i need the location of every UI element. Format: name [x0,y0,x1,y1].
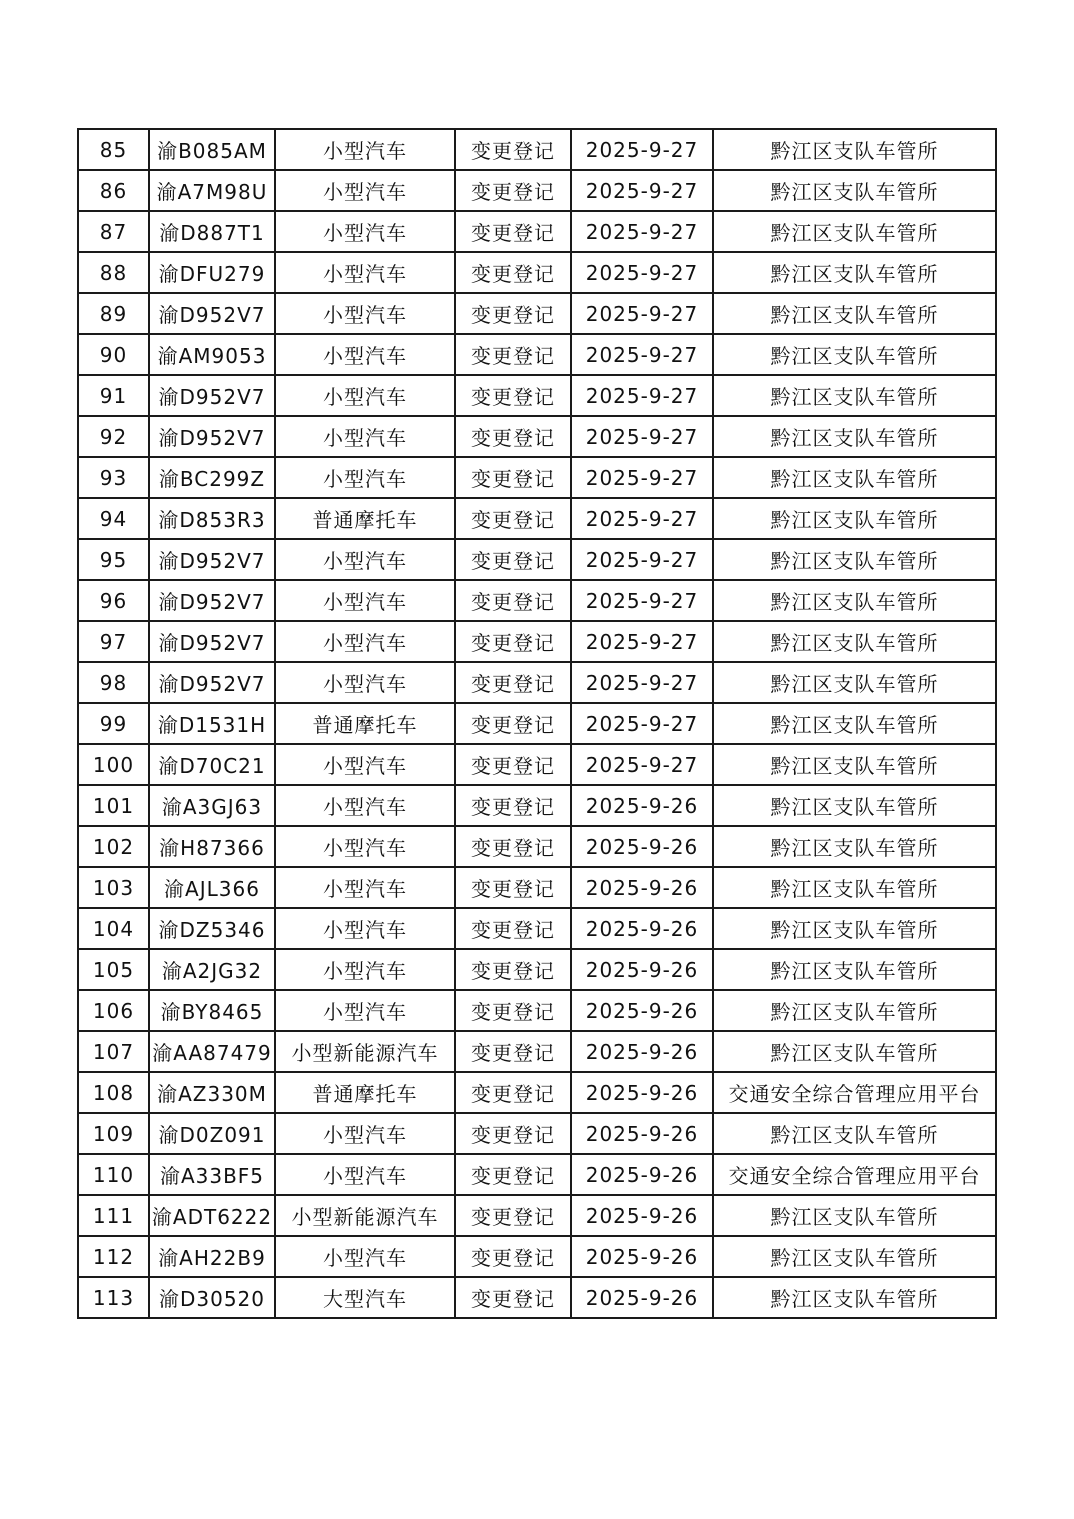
business-type-cell: 变更登记 [455,785,571,826]
date-cell: 2025-9-26 [571,1195,713,1236]
plate-number-cell: 渝D952V7 [149,293,275,334]
department-cell: 黔江区支队车管所 [713,498,996,539]
plate-number-cell: 渝A3GJ63 [149,785,275,826]
row-number-cell: 93 [78,457,149,498]
department-cell: 黔江区支队车管所 [713,785,996,826]
date-cell: 2025-9-26 [571,908,713,949]
plate-number-cell: 渝D0Z091 [149,1113,275,1154]
business-type-cell: 变更登记 [455,211,571,252]
business-type-cell: 变更登记 [455,416,571,457]
table-row [78,662,996,703]
row-number-cell: 109 [78,1113,149,1154]
table-row [78,990,996,1031]
business-type-cell: 变更登记 [455,580,571,621]
department-cell: 黔江区支队车管所 [713,129,996,170]
row-number-cell: 102 [78,826,149,867]
table-row [78,703,996,744]
date-cell: 2025-9-27 [571,334,713,375]
business-type-cell: 变更登记 [455,170,571,211]
business-type-cell: 变更登记 [455,867,571,908]
plate-number-cell: 渝A7M98U [149,170,275,211]
plate-number-cell: 渝D853R3 [149,498,275,539]
date-cell: 2025-9-26 [571,785,713,826]
vehicle-type-cell: 小型汽车 [275,662,455,703]
business-type-cell: 变更登记 [455,662,571,703]
business-type-cell: 变更登记 [455,1154,571,1195]
department-cell: 黔江区支队车管所 [713,252,996,293]
vehicle-type-cell: 小型新能源汽车 [275,1195,455,1236]
table-row [78,539,996,580]
date-cell: 2025-9-27 [571,457,713,498]
department-cell: 黔江区支队车管所 [713,621,996,662]
plate-number-cell: 渝AZ330M [149,1072,275,1113]
vehicle-type-cell: 小型汽车 [275,170,455,211]
vehicle-type-cell: 小型汽车 [275,375,455,416]
plate-number-cell: 渝H87366 [149,826,275,867]
vehicle-type-cell: 小型汽车 [275,621,455,662]
table-body [78,129,996,1318]
plate-number-cell: 渝D952V7 [149,621,275,662]
row-number-cell: 99 [78,703,149,744]
vehicle-type-cell: 小型汽车 [275,990,455,1031]
date-cell: 2025-9-26 [571,1236,713,1277]
row-number-cell: 92 [78,416,149,457]
row-number-cell: 97 [78,621,149,662]
plate-number-cell: 渝D1531H [149,703,275,744]
table-row [78,1031,996,1072]
vehicle-type-cell: 小型汽车 [275,580,455,621]
row-number-cell: 91 [78,375,149,416]
row-number-cell: 108 [78,1072,149,1113]
date-cell: 2025-9-27 [571,170,713,211]
table-row [78,1195,996,1236]
vehicle-type-cell: 小型汽车 [275,1154,455,1195]
department-cell: 黔江区支队车管所 [713,457,996,498]
table-row [78,211,996,252]
vehicle-type-cell: 小型汽车 [275,129,455,170]
row-number-cell: 110 [78,1154,149,1195]
department-cell: 黔江区支队车管所 [713,1277,996,1318]
table-row [78,293,996,334]
date-cell: 2025-9-26 [571,826,713,867]
table-row [78,498,996,539]
row-number-cell: 94 [78,498,149,539]
vehicle-type-cell: 小型汽车 [275,252,455,293]
vehicle-type-cell: 小型汽车 [275,539,455,580]
vehicle-type-cell: 小型新能源汽车 [275,1031,455,1072]
plate-number-cell: 渝AA87479 [149,1031,275,1072]
date-cell: 2025-9-27 [571,211,713,252]
table-row [78,580,996,621]
business-type-cell: 变更登记 [455,375,571,416]
table-row [78,129,996,170]
business-type-cell: 变更登记 [455,949,571,990]
date-cell: 2025-9-26 [571,1072,713,1113]
registration-table [77,128,997,1319]
plate-number-cell: 渝ADT6222 [149,1195,275,1236]
business-type-cell: 变更登记 [455,457,571,498]
plate-number-cell: 渝A33BF5 [149,1154,275,1195]
row-number-cell: 107 [78,1031,149,1072]
date-cell: 2025-9-27 [571,703,713,744]
business-type-cell: 变更登记 [455,1113,571,1154]
row-number-cell: 111 [78,1195,149,1236]
date-cell: 2025-9-26 [571,1277,713,1318]
department-cell: 黔江区支队车管所 [713,826,996,867]
department-cell: 黔江区支队车管所 [713,1113,996,1154]
table-row [78,457,996,498]
row-number-cell: 95 [78,539,149,580]
vehicle-type-cell: 大型汽车 [275,1277,455,1318]
table-row [78,170,996,211]
date-cell: 2025-9-27 [571,375,713,416]
row-number-cell: 112 [78,1236,149,1277]
row-number-cell: 105 [78,949,149,990]
vehicle-type-cell: 小型汽车 [275,457,455,498]
department-cell: 黔江区支队车管所 [713,211,996,252]
department-cell: 黔江区支队车管所 [713,867,996,908]
plate-number-cell: 渝BC299Z [149,457,275,498]
business-type-cell: 变更登记 [455,1277,571,1318]
row-number-cell: 101 [78,785,149,826]
business-type-cell: 变更登记 [455,252,571,293]
vehicle-type-cell: 小型汽车 [275,867,455,908]
table-row [78,785,996,826]
date-cell: 2025-9-27 [571,293,713,334]
date-cell: 2025-9-27 [571,744,713,785]
row-number-cell: 100 [78,744,149,785]
row-number-cell: 98 [78,662,149,703]
vehicle-type-cell: 小型汽车 [275,785,455,826]
plate-number-cell: 渝D952V7 [149,580,275,621]
date-cell: 2025-9-26 [571,1113,713,1154]
department-cell: 黔江区支队车管所 [713,1031,996,1072]
table-row [78,1277,996,1318]
table-row [78,908,996,949]
table-row [78,949,996,990]
row-number-cell: 103 [78,867,149,908]
vehicle-type-cell: 小型汽车 [275,744,455,785]
table-row [78,252,996,293]
row-number-cell: 104 [78,908,149,949]
table-row [78,744,996,785]
department-cell: 黔江区支队车管所 [713,416,996,457]
plate-number-cell: 渝AM9053 [149,334,275,375]
business-type-cell: 变更登记 [455,703,571,744]
table-row [78,826,996,867]
plate-number-cell: 渝D952V7 [149,375,275,416]
plate-number-cell: 渝BY8465 [149,990,275,1031]
vehicle-type-cell: 小型汽车 [275,334,455,375]
vehicle-type-cell: 普通摩托车 [275,1072,455,1113]
date-cell: 2025-9-27 [571,580,713,621]
date-cell: 2025-9-26 [571,1154,713,1195]
date-cell: 2025-9-26 [571,867,713,908]
plate-number-cell: 渝D952V7 [149,416,275,457]
business-type-cell: 变更登记 [455,539,571,580]
table-row [78,621,996,662]
plate-number-cell: 渝B085AM [149,129,275,170]
business-type-cell: 变更登记 [455,1031,571,1072]
department-cell: 交通安全综合管理应用平台 [713,1154,996,1195]
business-type-cell: 变更登记 [455,334,571,375]
date-cell: 2025-9-27 [571,621,713,662]
vehicle-type-cell: 小型汽车 [275,1113,455,1154]
vehicle-type-cell: 小型汽车 [275,1236,455,1277]
date-cell: 2025-9-27 [571,252,713,293]
department-cell: 交通安全综合管理应用平台 [713,1072,996,1113]
row-number-cell: 85 [78,129,149,170]
table-row [78,1072,996,1113]
row-number-cell: 87 [78,211,149,252]
plate-number-cell: 渝AH22B9 [149,1236,275,1277]
business-type-cell: 变更登记 [455,1072,571,1113]
business-type-cell: 变更登记 [455,826,571,867]
business-type-cell: 变更登记 [455,621,571,662]
business-type-cell: 变更登记 [455,1236,571,1277]
date-cell: 2025-9-26 [571,1031,713,1072]
business-type-cell: 变更登记 [455,1195,571,1236]
table-row [78,334,996,375]
row-number-cell: 89 [78,293,149,334]
department-cell: 黔江区支队车管所 [713,580,996,621]
table-row [78,1113,996,1154]
vehicle-type-cell: 普通摩托车 [275,498,455,539]
business-type-cell: 变更登记 [455,908,571,949]
table-row [78,416,996,457]
vehicle-type-cell: 小型汽车 [275,949,455,990]
date-cell: 2025-9-27 [571,498,713,539]
business-type-cell: 变更登记 [455,293,571,334]
date-cell: 2025-9-27 [571,129,713,170]
department-cell: 黔江区支队车管所 [713,990,996,1031]
table-row [78,1154,996,1195]
plate-number-cell: 渝DZ5346 [149,908,275,949]
vehicle-type-cell: 小型汽车 [275,211,455,252]
department-cell: 黔江区支队车管所 [713,1195,996,1236]
plate-number-cell: 渝D30520 [149,1277,275,1318]
date-cell: 2025-9-26 [571,949,713,990]
business-type-cell: 变更登记 [455,498,571,539]
row-number-cell: 90 [78,334,149,375]
date-cell: 2025-9-27 [571,539,713,580]
department-cell: 黔江区支队车管所 [713,375,996,416]
table-row [78,375,996,416]
business-type-cell: 变更登记 [455,990,571,1031]
vehicle-type-cell: 小型汽车 [275,908,455,949]
plate-number-cell: 渝D70C21 [149,744,275,785]
date-cell: 2025-9-27 [571,416,713,457]
row-number-cell: 86 [78,170,149,211]
department-cell: 黔江区支队车管所 [713,293,996,334]
department-cell: 黔江区支队车管所 [713,662,996,703]
date-cell: 2025-9-27 [571,662,713,703]
plate-number-cell: 渝AJL366 [149,867,275,908]
department-cell: 黔江区支队车管所 [713,170,996,211]
row-number-cell: 88 [78,252,149,293]
row-number-cell: 113 [78,1277,149,1318]
business-type-cell: 变更登记 [455,129,571,170]
plate-number-cell: 渝A2JG32 [149,949,275,990]
table-row [78,867,996,908]
plate-number-cell: 渝D887T1 [149,211,275,252]
department-cell: 黔江区支队车管所 [713,703,996,744]
vehicle-type-cell: 小型汽车 [275,826,455,867]
department-cell: 黔江区支队车管所 [713,334,996,375]
business-type-cell: 变更登记 [455,744,571,785]
plate-number-cell: 渝DFU279 [149,252,275,293]
vehicle-type-cell: 小型汽车 [275,293,455,334]
row-number-cell: 106 [78,990,149,1031]
department-cell: 黔江区支队车管所 [713,539,996,580]
department-cell: 黔江区支队车管所 [713,949,996,990]
plate-number-cell: 渝D952V7 [149,539,275,580]
row-number-cell: 96 [78,580,149,621]
date-cell: 2025-9-26 [571,990,713,1031]
department-cell: 黔江区支队车管所 [713,908,996,949]
department-cell: 黔江区支队车管所 [713,744,996,785]
vehicle-type-cell: 普通摩托车 [275,703,455,744]
vehicle-type-cell: 小型汽车 [275,416,455,457]
department-cell: 黔江区支队车管所 [713,1236,996,1277]
table-row [78,1236,996,1277]
plate-number-cell: 渝D952V7 [149,662,275,703]
